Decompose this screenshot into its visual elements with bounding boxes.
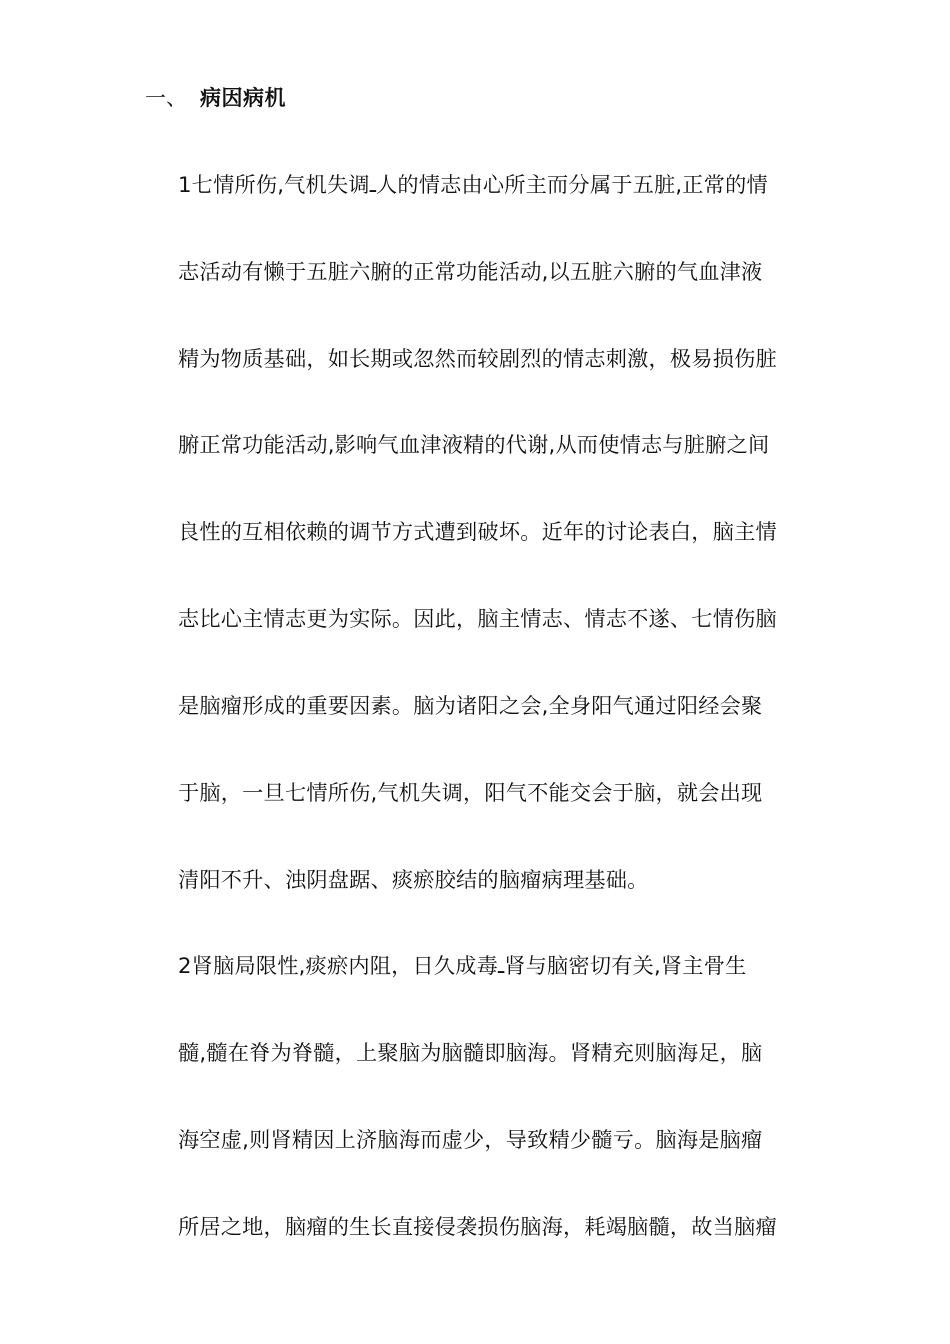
- paragraph-line: 髓,髓在脊为脊髓，上聚脑为脑髓即脑海。肾精充则脑海足，脑: [178, 1040, 763, 1065]
- section-heading: [145, 84, 286, 112]
- paragraph-line: 志活动有懒于五脏六腑的正常功能活动,以五脏六腑的气血津液: [178, 259, 763, 284]
- paragraph-line: 1七情所伤,气机失调ـ人的情志由心所主而分属于五脏,正常的情: [178, 172, 768, 197]
- paragraph-line: 2肾脑局限性,痰瘀内阻，日久成毒ـ肾与脑密切有关,肾主骨生: [178, 953, 747, 978]
- section-number: 一、: [145, 86, 187, 110]
- paragraph-line: 志比心主情志更为实际。因此，脑主情志、情志不遂、七情伤脑: [178, 606, 777, 631]
- paragraph-line: 是脑瘤形成的重要因素。脑为诸阳之会,全身阳气通过阳经会聚: [178, 693, 763, 718]
- paragraph-line: 清阳不升、浊阴盘踞、痰瘀胶结的脑瘤病理基础。: [178, 867, 649, 892]
- section-title: 病因病机: [200, 86, 286, 110]
- paragraph-line: 腑正常功能活动,影响气血津液精的代谢,从而使情志与脏腑之间: [178, 432, 770, 457]
- paragraph-line: 良性的互相依赖的调节方式遭到破坏。近年的讨论表白，脑主情: [178, 519, 777, 544]
- paragraph-line: 海空虚,则肾精因上济脑海而虚少，导致精少髓亏。脑海是脑瘤: [178, 1127, 763, 1152]
- paragraph-line: 所居之地，脑瘤的生长直接侵袭损伤脑海，耗竭脑髓，故当脑瘤: [178, 1214, 777, 1239]
- paragraph-line: 精为物质基础，如长期或忽然而较剧烈的情志刺激，极易损伤脏: [178, 346, 777, 371]
- paragraph-line: 于脑，一旦七情所伤,气机失调，阳气不能交会于脑，就会出现: [178, 780, 763, 805]
